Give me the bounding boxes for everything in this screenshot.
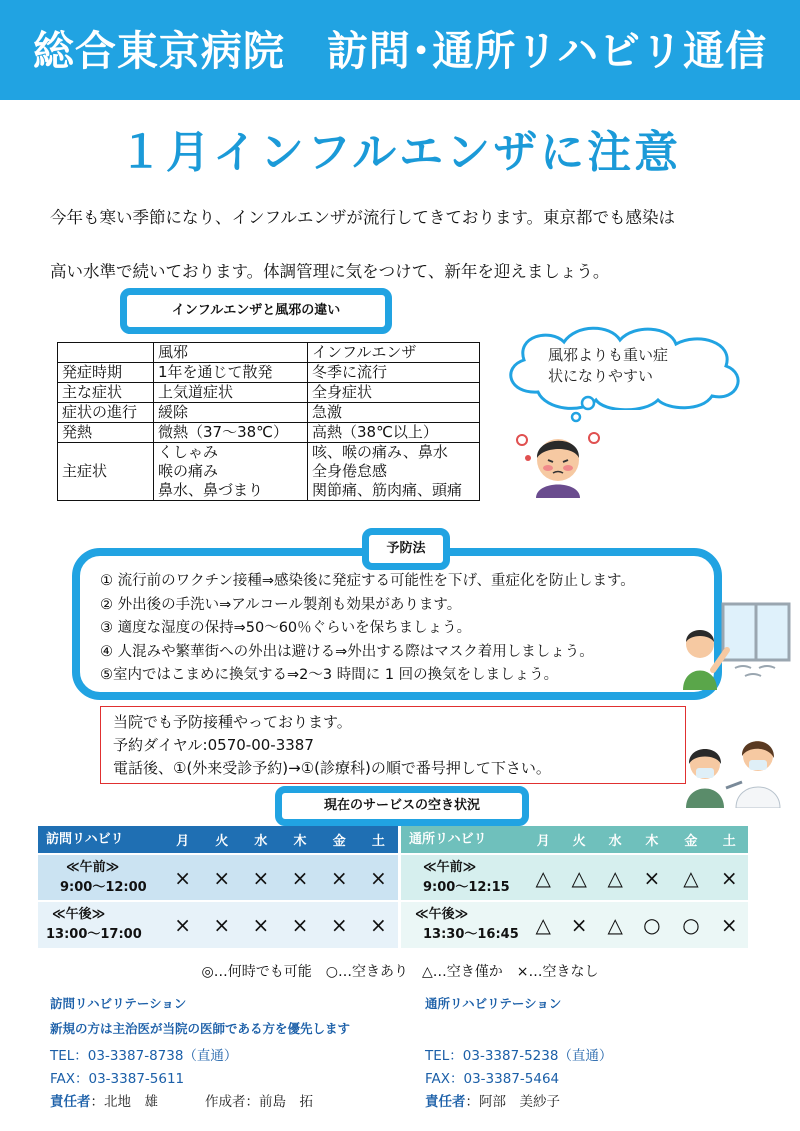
responsible-name: ：阿部 美紗子 — [465, 1094, 560, 1110]
slot-status: × — [320, 854, 359, 901]
slot-time: 9:00～12:00 — [60, 879, 147, 895]
day-rehab-label: 通所リハビリ — [401, 826, 526, 854]
bubble-text — [548, 345, 708, 387]
slot-status: × — [163, 901, 202, 948]
symptom-line: 喉の痛み — [158, 462, 219, 480]
bubble-line: 状になりやすい — [548, 367, 654, 385]
table-row — [58, 443, 480, 501]
slot-status: × — [359, 901, 398, 948]
table-header-cold: 風邪 — [154, 343, 308, 363]
table-cell: 主症状 — [58, 443, 154, 501]
vaccination-notice — [100, 706, 686, 784]
notice-line: 当院でも予防接種やっております。 — [113, 713, 352, 731]
slot-status: × — [202, 854, 241, 901]
pm-slot-label — [38, 901, 163, 948]
day-rehab-fax: FAX：03-3387-5464 — [425, 1071, 560, 1087]
day-rehab-heading: 通所リハビリテーション — [425, 996, 562, 1011]
table-cell: 緩除 — [154, 403, 308, 423]
symptom-line: 鼻水、鼻づまり — [158, 481, 264, 499]
header-title: 総合東京病院 訪問･通所リハビリ通信 — [32, 27, 768, 75]
am-slot-label — [38, 854, 163, 901]
day-header: 金 — [671, 826, 710, 854]
table-row — [38, 854, 398, 901]
table-row — [401, 854, 748, 901]
table-row — [58, 383, 480, 403]
day-rehab-responsible — [425, 1090, 560, 1110]
symptom-line: くしゃみ — [158, 443, 219, 461]
day-header: 木 — [280, 826, 319, 854]
slot-status: × — [710, 901, 748, 948]
table-cell — [58, 343, 154, 363]
day-rehab-tel: TEL：03-3387-5238（直通） — [425, 1048, 613, 1064]
table-row — [58, 423, 480, 443]
author-label: 作成者 — [205, 1094, 246, 1110]
table-row — [401, 901, 748, 948]
table-cell: 急激 — [308, 403, 480, 423]
list-item: ③ 適度な湿度の保持⇒50～60％ぐらいを保ちましょう。 — [100, 620, 472, 636]
slot-label: ≪午前≫ — [423, 859, 477, 875]
table-row — [38, 901, 398, 948]
table-row — [58, 403, 480, 423]
list-item: ② 外出後の手洗い⇒アルコール製剤も効果があります。 — [100, 596, 462, 613]
slot-status: △ — [598, 854, 632, 901]
visit-rehab-heading: 訪問リハビリテーション — [50, 996, 187, 1011]
ventilation-illustration — [675, 598, 795, 690]
slot-status: △ — [526, 901, 560, 948]
slot-status: × — [202, 901, 241, 948]
slot-status: × — [163, 854, 202, 901]
slot-status: × — [359, 854, 398, 901]
visit-rehab-note: 新規の方は主治医が当院の医師である方を優先します — [50, 1021, 351, 1036]
table-row — [38, 826, 398, 854]
comparison-title: インフルエンザと風邪の違い — [120, 288, 392, 334]
prevention-list — [100, 570, 635, 688]
symptom-line: 全身倦怠感 — [312, 462, 388, 480]
availability-legend: ◎…何時でも可能 ○…空きあり △…空き僅か ×…空きなし — [201, 964, 599, 980]
table-cell: 1年を通じて散発 — [154, 363, 308, 383]
sick-person-icon — [508, 418, 608, 498]
main-title: １月インフルエンザに注意 — [118, 127, 682, 178]
slot-status: △ — [560, 854, 598, 901]
slot-status: × — [280, 854, 319, 901]
slot-status: × — [241, 901, 280, 948]
table-cell: 高熱（38℃以上） — [308, 423, 480, 443]
slot-status: × — [280, 901, 319, 948]
day-header: 火 — [202, 826, 241, 854]
am-slot-label — [401, 854, 526, 901]
table-cell: 主な症状 — [58, 383, 154, 403]
table-cell: 微熱（37～38℃） — [154, 423, 308, 443]
slot-status: △ — [598, 901, 632, 948]
notice-line: 電話後、①(外来受診予約)→①(診療科)の順で番号押して下さい。 — [113, 759, 551, 777]
table-cell: 上気道症状 — [154, 383, 308, 403]
visit-rehab-fax: FAX：03-3387-5611 — [50, 1071, 185, 1087]
visit-rehab-schedule — [38, 826, 398, 948]
visit-rehab-label: 訪問リハビリ — [38, 826, 163, 854]
intro-line-2: 高い水準で続いております。体調管理に気をつけて、新年を迎えましょう。 — [50, 262, 610, 281]
table-row — [58, 343, 480, 363]
slot-status: ○ — [671, 901, 710, 948]
slot-time: 13:00～17:00 — [46, 927, 142, 942]
table-cell: 発症時期 — [58, 363, 154, 383]
table-cell: 発熱 — [58, 423, 154, 443]
slot-status: △ — [671, 854, 710, 901]
day-header: 水 — [598, 826, 632, 854]
slot-status: ○ — [632, 901, 671, 948]
author-name: ：前島 拓 — [245, 1094, 313, 1110]
comparison-table — [57, 342, 480, 501]
author — [205, 1090, 313, 1110]
intro-line-1: 今年も寒い季節になり、インフルエンザが流行してきております。東京都でも感染は — [50, 208, 676, 227]
reservation-phone: 予約ダイヤル:0570-00-3387 — [113, 736, 314, 754]
day-header: 土 — [710, 826, 748, 854]
table-header-flu: インフルエンザ — [308, 343, 480, 363]
day-header: 月 — [163, 826, 202, 854]
slot-time: 9:00～12:15 — [423, 879, 510, 895]
day-header: 土 — [359, 826, 398, 854]
table-cell — [308, 443, 480, 501]
day-header: 火 — [560, 826, 598, 854]
table-row — [401, 826, 748, 854]
day-header: 月 — [526, 826, 560, 854]
table-row — [58, 363, 480, 383]
slot-status: × — [320, 901, 359, 948]
table-cell: 全身症状 — [308, 383, 480, 403]
symptom-line: 関節痛、筋肉痛、頭痛 — [312, 481, 463, 499]
header-banner — [0, 0, 800, 100]
list-item: ① 流行前のワクチン接種⇒感染後に発症する可能性を下げ、重症化を防止します。 — [100, 573, 635, 589]
slot-label: ≪午後≫ — [415, 907, 469, 922]
day-rehab-schedule — [401, 826, 748, 948]
slot-label: ≪午後≫ — [52, 907, 106, 922]
availability-title: 現在のサービスの空き状況 — [275, 786, 529, 826]
responsible-name: ：北地 雄 — [90, 1094, 158, 1110]
pm-slot-label — [401, 901, 526, 948]
slot-status: × — [241, 854, 280, 901]
table-cell: 冬季に流行 — [308, 363, 480, 383]
list-item: ④ 人混みや繁華街への外出は避ける⇒外出する際はマスク着用しましょう。 — [100, 643, 594, 660]
slot-status: × — [560, 901, 598, 948]
bubble-line: 風邪よりも重い症 — [548, 346, 669, 364]
day-header: 金 — [320, 826, 359, 854]
prevention-title: 予防法 — [362, 528, 450, 570]
table-cell — [154, 443, 308, 501]
slot-status: × — [632, 854, 671, 901]
slot-time: 13:30～16:45 — [423, 927, 519, 942]
vaccination-illustration — [686, 716, 782, 808]
slot-status: × — [710, 854, 748, 901]
visit-rehab-tel: TEL：03-3387-8738（直通） — [50, 1048, 238, 1064]
table-cell: 症状の進行 — [58, 403, 154, 423]
responsible-label: 責任者 — [425, 1094, 466, 1110]
visit-rehab-responsible — [50, 1090, 158, 1110]
day-header: 水 — [241, 826, 280, 854]
day-header: 木 — [632, 826, 671, 854]
symptom-line: 咳、喉の痛み、鼻水 — [312, 443, 448, 461]
slot-label: ≪午前≫ — [66, 859, 120, 875]
slot-status: △ — [526, 854, 560, 901]
responsible-label: 責任者 — [50, 1094, 91, 1110]
list-item: ⑤室内ではこまめに換気する⇒2～3 時間に 1 回の換気をしましょう。 — [100, 667, 559, 683]
